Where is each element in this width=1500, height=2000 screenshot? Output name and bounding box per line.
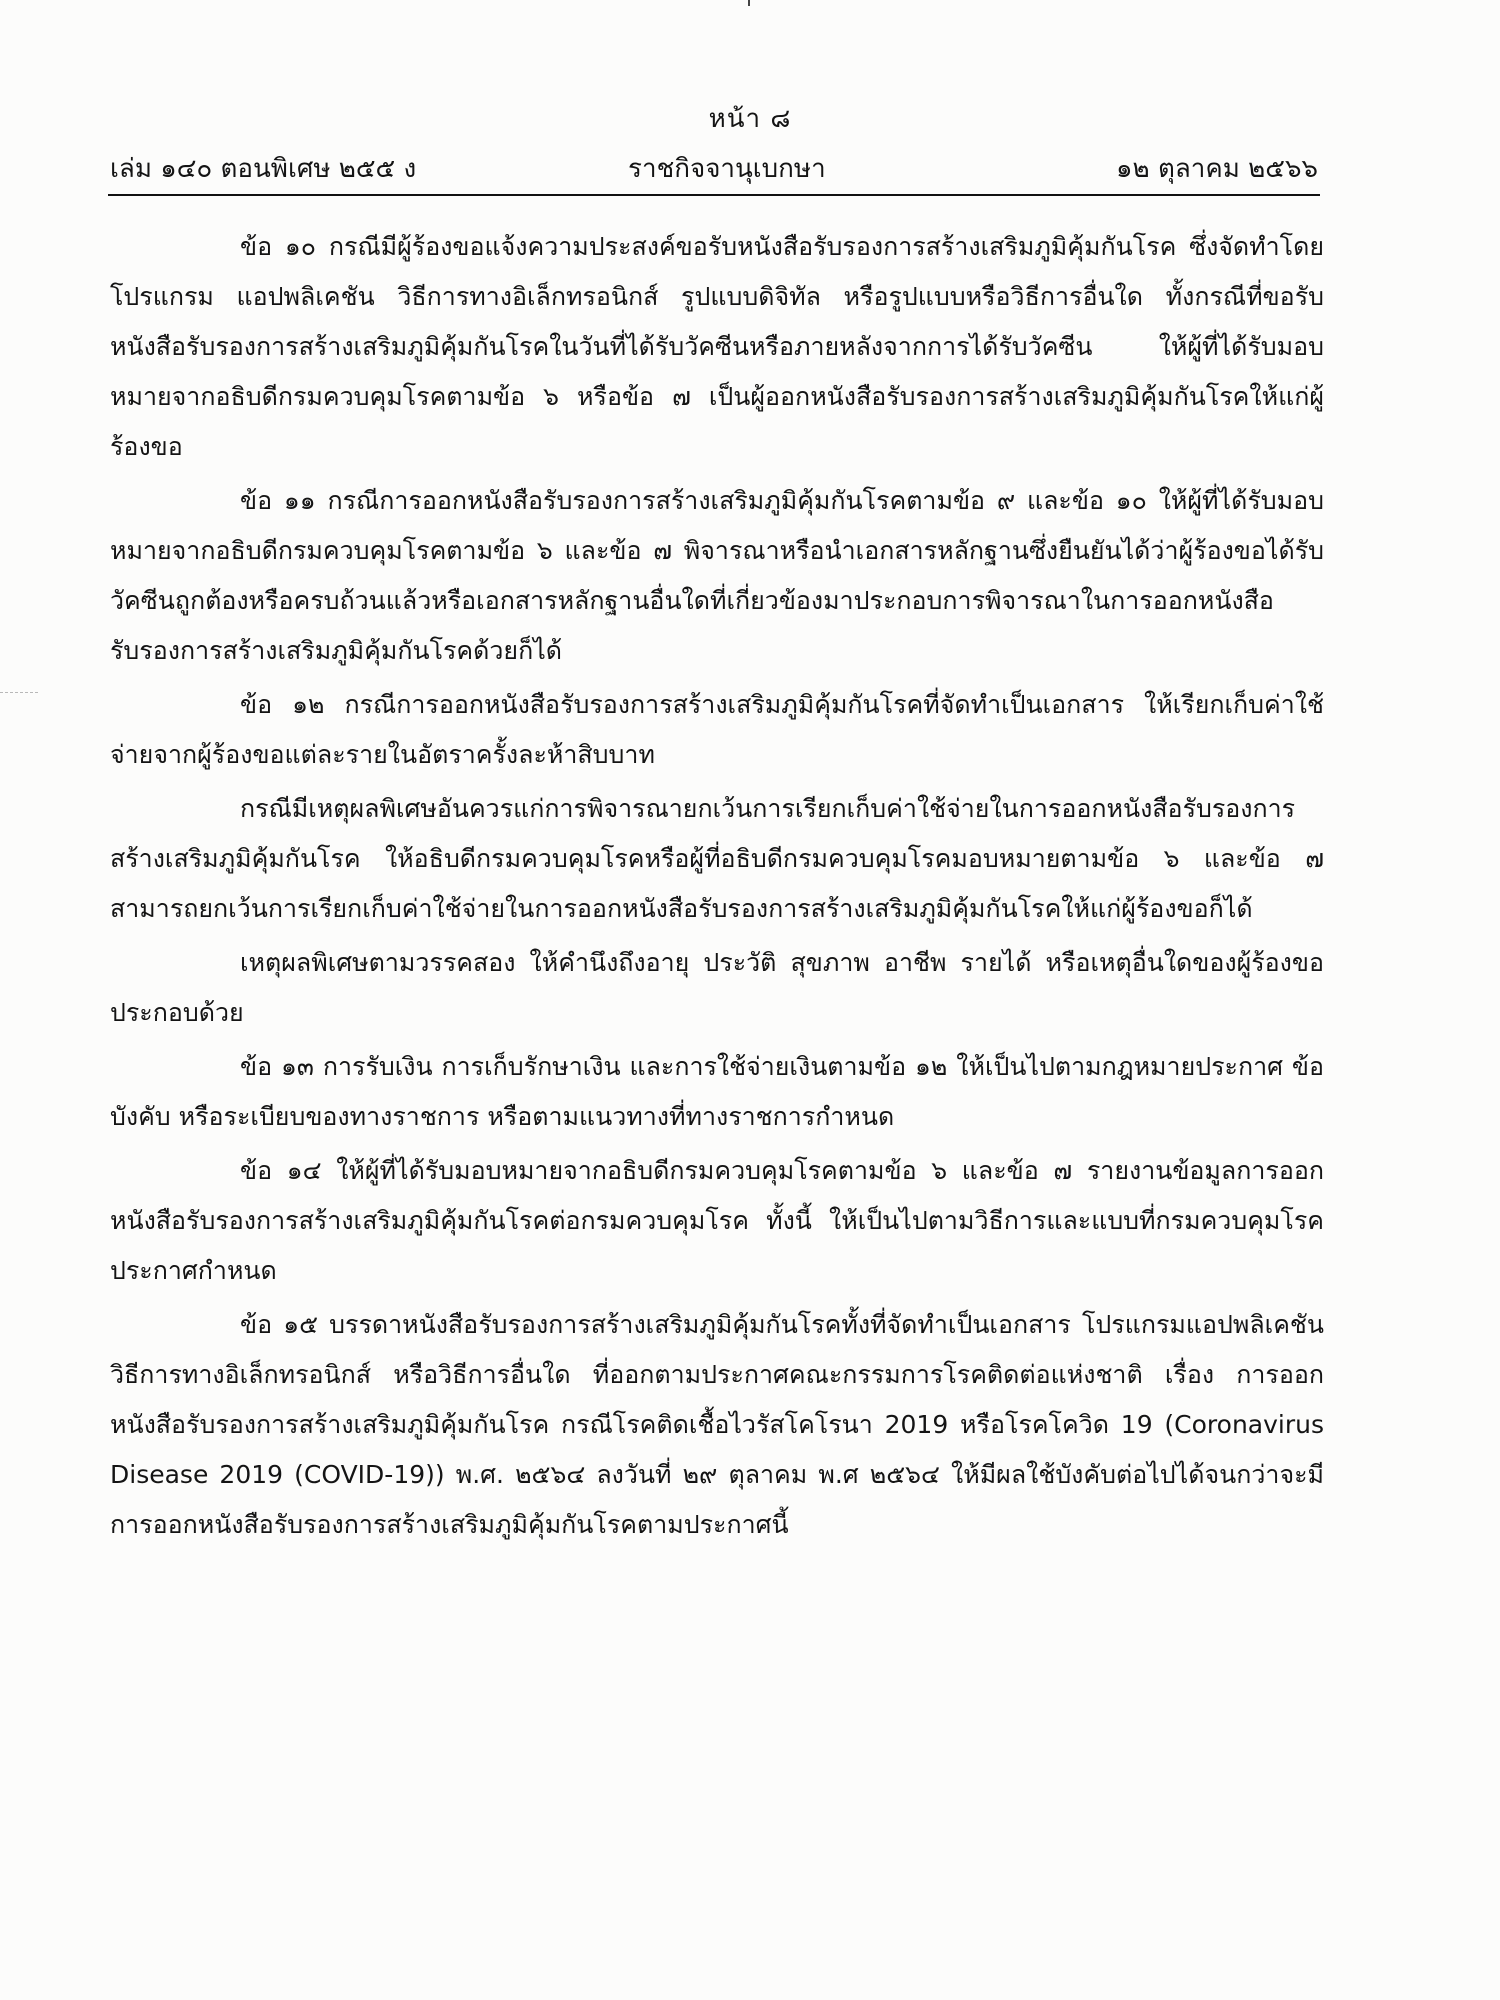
- clause-12-paragraph-2: กรณีมีเหตุผลพิเศษอันควรแก่การพิจารณายกเว้นการเรียกเก็บค่าใช้จ่ายในการออกหนังสือรับรองการสร้างเสริมภูมิคุ้มกันโรค ให้อธิบดีกรมควบคุมโรคหรือผู้ที่อธิบดีกรมควบคุมโรคมอบหมายตามข้อ ๖ และข้อ ๗ สามารถยกเว้นการเรียกเก็บค่าใช้จ่ายในการออกหนังสือรับรองการสร้างเสริมภูมิคุ้มกันโรคให้แก่ผู้ร้องขอก็ได้: [110, 794, 1324, 923]
- clause-13: ข้อ ๑๓ การรับเงิน การเก็บรักษาเงิน และการใช้จ่ายเงินตามข้อ ๑๒ ให้เป็นไปตามกฎหมายประกาศ ข้อบังคับ หรือระเบียบของทางราชการ หรือตามแนวทางที่ทางราชการกำหนด: [110, 1052, 1324, 1131]
- page-number: หน้า ๘: [708, 104, 792, 134]
- gazette-header: [110, 148, 1318, 188]
- header-volume-issue: เล่ม ๑๔๐ ตอนพิเศษ ๒๕๕ ง: [110, 154, 417, 184]
- clause-11: ข้อ ๑๑ กรณีการออกหนังสือรับรองการสร้างเสริมภูมิคุ้มกันโรคตามข้อ ๙ และข้อ ๑๐ ให้ผู้ที่ได้รับมอบหมายจากอธิบดีกรมควบคุมโรคตามข้อ ๖ และข้อ ๗ พิจารณาหรือนำเอกสารหลักฐานซึ่งยืนยันได้ว่าผู้ร้องขอได้รับวัคซีนถูกต้องหรือครบถ้วนแล้วหรือเอกสารหลักฐานอื่นใดที่เกี่ยวข้องมาประกอบการพิจารณาในการออกหนังสือรับรองการสร้างเสริมภูมิคุ้มกันโรคด้วยก็ได้: [110, 486, 1324, 665]
- clause-15: ข้อ ๑๕ บรรดาหนังสือรับรองการสร้างเสริมภูมิคุ้มกันโรคทั้งที่จัดทำเป็นเอกสาร โปรแกรมแอปพลิเคชัน วิธีการทางอิเล็กทรอนิกส์ หรือวิธีการอื่นใด ที่ออกตามประกาศคณะกรรมการโรคติดต่อแห่งชาติ เรื่อง การออกหนังสือรับรองการสร้างเสริมภูมิคุ้มกันโรค กรณีโรคติดเชื้อไวรัสโคโรนา 2019 หรือโรคโควิด 19 (Coronavirus Disease 2019 (COVID-19)) พ.ศ. ๒๕๖๔ ลงวันที่ ๒๙ ตุลาคม พ.ศ ๒๕๖๔ ให้มีผลใช้บังคับต่อไปได้จนกว่าจะมีการออกหนังสือรับรองการสร้างเสริมภูมิคุ้มกันโรคตามประกาศนี้: [110, 1310, 1324, 1539]
- clause-12-paragraph-3: เหตุผลพิเศษตามวรรคสอง ให้คำนึงถึงอายุ ประวัติ สุขภาพ อาชีพ รายได้ หรือเหตุอื่นใดของผู้ร้องขอประกอบด้วย: [110, 948, 1324, 1027]
- clause-10: ข้อ ๑๐ กรณีมีผู้ร้องขอแจ้งความประสงค์ขอรับหนังสือรับรองการสร้างเสริมภูมิคุ้มกันโรค ซึ่งจัดทำโดยโปรแกรม แอปพลิเคชัน วิธีการทางอิเล็กทรอนิกส์ รูปแบบดิจิทัล หรือรูปแบบหรือวิธีการอื่นใด ทั้งกรณีที่ขอรับหนังสือรับรองการสร้างเสริมภูมิคุ้มกันโรคในวันที่ได้รับวัคซีนหรือภายหลังจากการได้รับวัคซีน ให้ผู้ที่ได้รับมอบหมายจากอธิบดีกรมควบคุมโรคตามข้อ ๖ หรือข้อ ๗ เป็นผู้ออกหนังสือรับรองการสร้างเสริมภูมิคุ้มกันโรคให้แก่ผู้ร้องขอ: [110, 232, 1324, 461]
- clause-12: ข้อ ๑๒ กรณีการออกหนังสือรับรองการสร้างเสริมภูมิคุ้มกันโรคที่จัดทำเป็นเอกสาร ให้เรียกเก็บค่าใช้จ่ายจากผู้ร้องขอแต่ละรายในอัตราครั้งละห้าสิบบาท: [110, 690, 1324, 769]
- header-date: ๑๒ ตุลาคม ๒๕๖๖: [1116, 154, 1318, 184]
- margin-scan-mark: [0, 692, 38, 693]
- clause-14: ข้อ ๑๔ ให้ผู้ที่ได้รับมอบหมายจากอธิบดีกรมควบคุมโรคตามข้อ ๖ และข้อ ๗ รายงานข้อมูลการออกหนังสือรับรองการสร้างเสริมภูมิคุ้มกันโรคต่อกรมควบคุมโรค ทั้งนี้ ให้เป็นไปตามวิธีการและแบบที่กรมควบคุมโรคประกาศกำหนด: [110, 1156, 1324, 1285]
- scan-mark: [748, 0, 750, 6]
- header-divider: [108, 194, 1320, 196]
- document-body: [110, 222, 1324, 1554]
- header-publication-title: ราชกิจจานุเบกษา: [628, 154, 826, 184]
